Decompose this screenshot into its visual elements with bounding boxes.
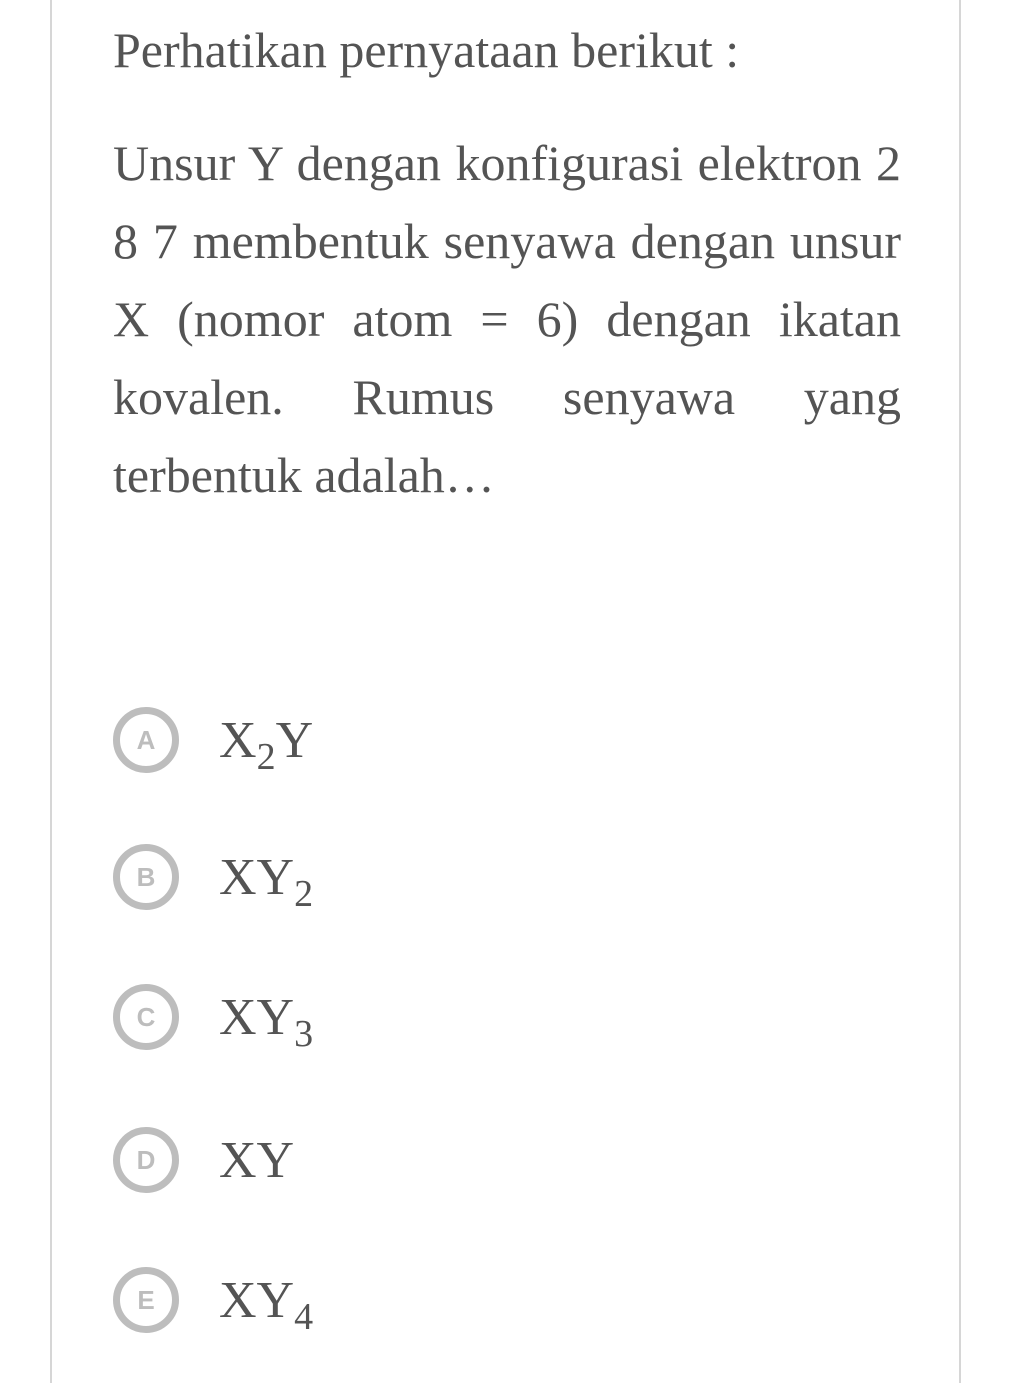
option-formula: XY <box>219 1131 295 1189</box>
option-letter-badge: E <box>113 1267 179 1333</box>
option-formula: $XY_3$ <box>219 988 314 1055</box>
question-text: Unsur Y dengan konfigurasi elektron 2 8 7 membentuk senyawa dengan unsur X (nomor atom = 6) dengan ikatan kovalen. Rumus senyawa yang terbentuk adalah… <box>113 135 901 503</box>
option-b[interactable] <box>113 842 314 915</box>
option-formula: $XY_4$ <box>219 1271 314 1338</box>
option-letter-badge: A <box>113 707 179 773</box>
option-c[interactable] <box>113 982 314 1055</box>
option-formula: $X_2Y$ <box>219 711 314 778</box>
option-letter-badge: D <box>113 1127 179 1193</box>
option-a[interactable] <box>113 705 314 778</box>
option-e[interactable] <box>113 1265 314 1338</box>
instruction-heading: Perhatikan pernyataan berikut : <box>113 22 740 78</box>
option-formula: $XY_2$ <box>219 848 314 915</box>
option-letter-badge: B <box>113 844 179 910</box>
option-letter-badge: C <box>113 984 179 1050</box>
option-d[interactable] <box>113 1125 294 1195</box>
